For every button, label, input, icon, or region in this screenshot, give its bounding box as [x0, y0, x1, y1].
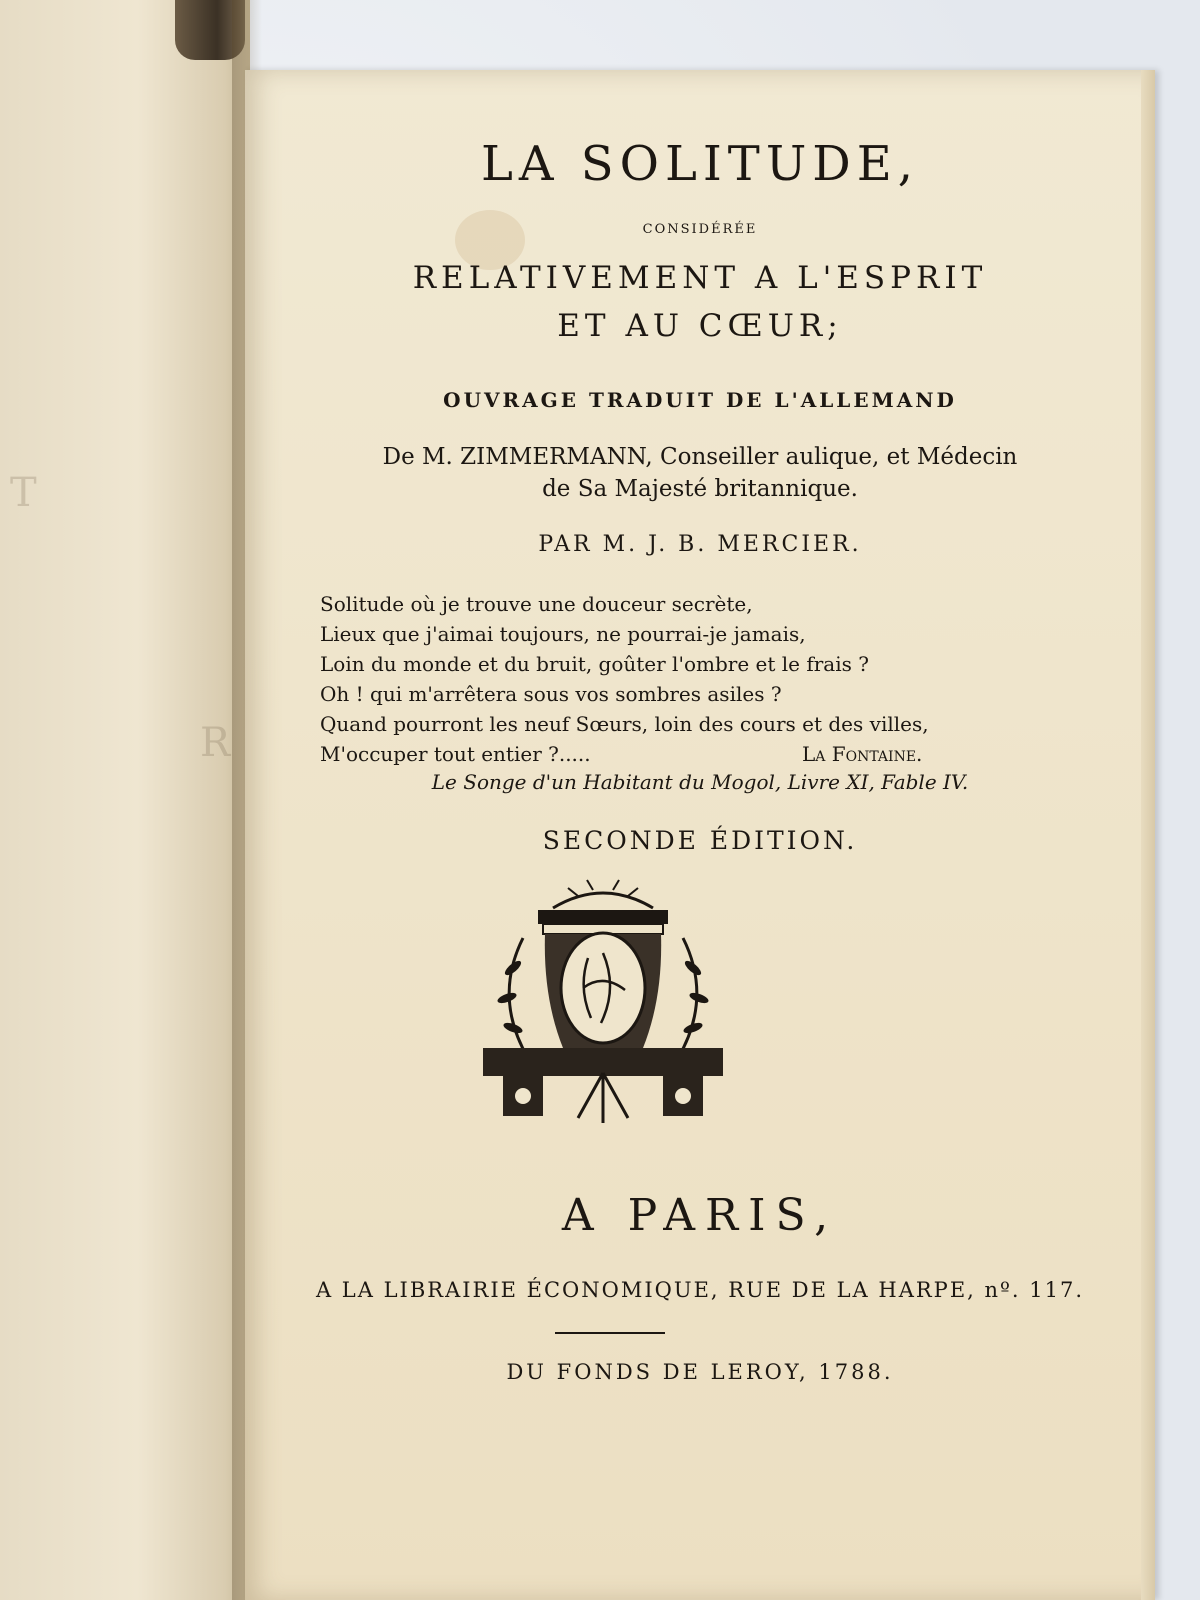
verse-line: M'occuper tout entier ?.....	[320, 742, 591, 766]
title-page	[245, 70, 1155, 1600]
verse-line: Loin du monde et du bruit, goûter l'ombre et le frais ?	[320, 652, 869, 676]
author-line-2: de Sa Majesté britannique.	[542, 476, 858, 502]
bleed-through-mark: T	[10, 470, 37, 516]
translator-line: PAR M. J. B. MERCIER.	[538, 532, 862, 557]
subtitle-line-1: RELATIVEMENT A L'ESPRIT	[412, 260, 988, 296]
verse-author: La Fontaine.	[802, 742, 923, 766]
verse-line: Solitude où je trouve une douceur secrète,	[320, 592, 753, 616]
verse-source: Le Songe d'un Habitant du Mogol, Livre XI, Fable IV.	[431, 770, 969, 794]
place-of-publication: A PARIS,	[561, 1190, 839, 1241]
book-title: LA SOLITUDE,	[480, 136, 920, 192]
translation-note: OUVRAGE TRADUIT DE L'ALLEMAND	[443, 388, 957, 412]
publisher-line: A LA LIBRAIRIE ÉCONOMIQUE, RUE DE LA HARPE, nº. 117.	[315, 1278, 1085, 1302]
divider-rule	[555, 1332, 665, 1334]
subtitle-line-2: ET AU CŒUR;	[557, 308, 843, 344]
verse-last-line	[320, 742, 1010, 766]
left-book-page	[0, 0, 250, 1600]
monogram-vignette	[483, 878, 723, 1128]
imprint-line: DU FONDS DE LEROY, 1788.	[506, 1360, 894, 1384]
author-line-1: De M. ZIMMERMANN, Conseiller aulique, et Médecin	[382, 444, 1018, 470]
edition-label: SECONDE ÉDITION.	[542, 826, 858, 855]
verse-line: Oh ! qui m'arrêtera sous vos sombres asiles ?	[320, 682, 782, 706]
subtitle-considered: considérée	[642, 216, 758, 238]
bleed-through-mark: R	[200, 720, 231, 766]
verse-line: Quand pourront les neuf Sœurs, loin des cours et des villes,	[320, 712, 929, 736]
verse-line: Lieux que j'aimai toujours, ne pourrai-je jamais,	[320, 622, 806, 646]
